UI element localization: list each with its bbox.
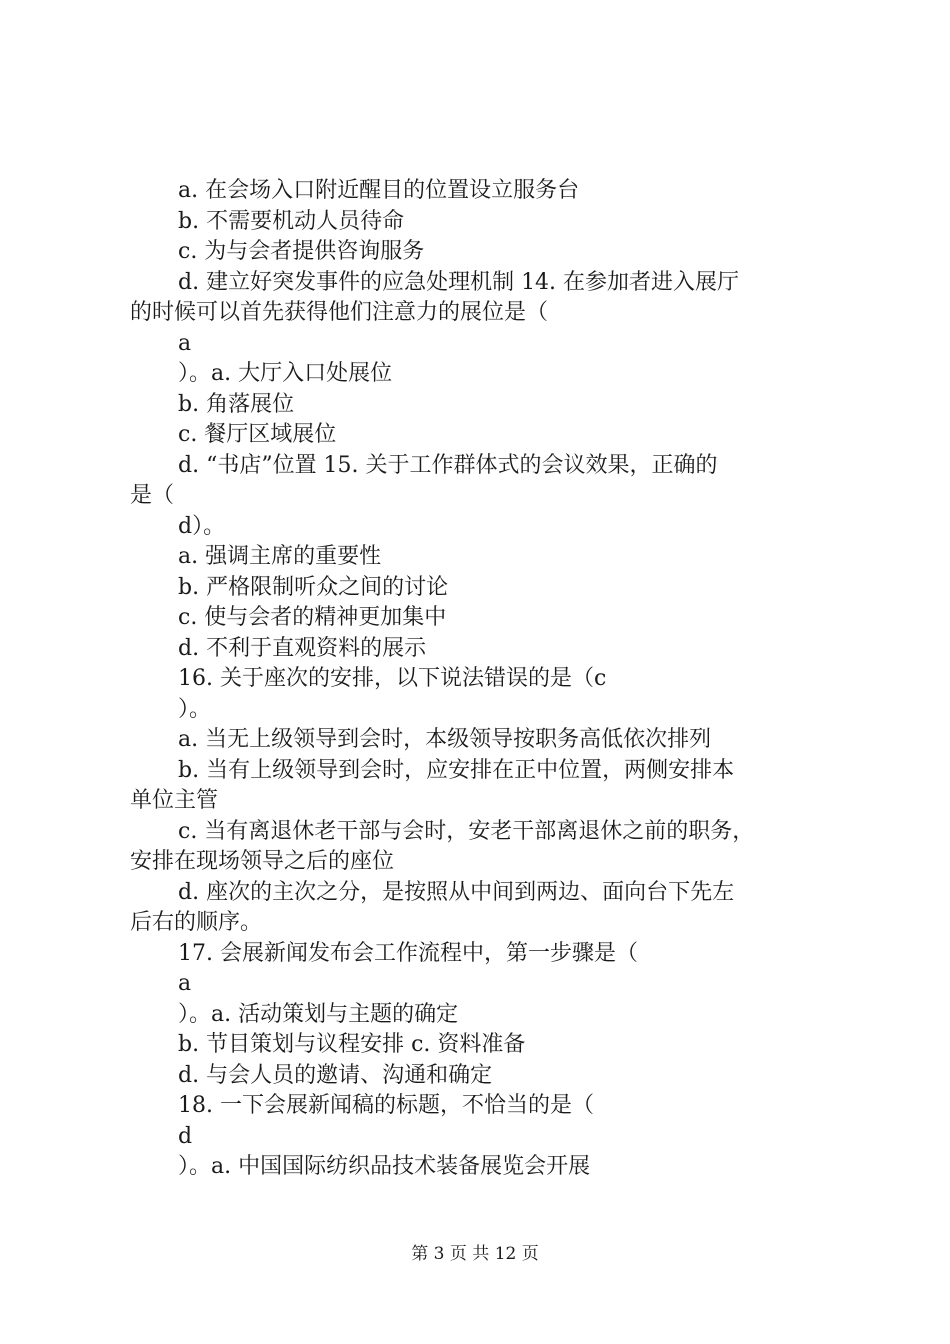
text-line: 是（ [130,483,175,508]
text-line: 后右的顺序。 [130,910,263,935]
text-line: 的时候可以首先获得他们注意力的展位是（ [130,300,549,325]
text-line: 16. 关于座次的安排，以下说法错误的是（c [178,666,607,691]
document-body [130,176,835,1183]
text-line: b. 严格限制听众之间的讨论 [178,574,449,600]
text-line: a. 在会场入口附近醒目的位置设立服务台 [178,178,580,203]
text-line: b. 角落展位 [178,391,295,417]
text-line: d. 与会人员的邀请、沟通和确定 [178,1062,493,1088]
text-line: b. 节目策划与议程安排 c. 资料准备 [178,1032,526,1057]
text-line: d. 建立好突发事件的应急处理机制 14. 在参加者进入展厅 [178,269,740,295]
text-line: c. 为与会者提供咨询服务 [178,239,425,264]
text-line: 18. 一下会展新闻稿的标题，不恰当的是（ [178,1093,594,1118]
text-line: b. 不需要机动人员待命 [178,208,405,234]
text-line: c. 当有离退休老干部与会时，安老干部离退休之前的职务， [178,818,755,844]
text-line: d. 座次的主次之分，是按照从中间到两边、面向台下先左 [178,879,735,905]
text-line: ）。a. 活动策划与主题的确定 [178,1001,459,1027]
text-line: ）。a. 大厅入口处展位 [178,361,393,386]
text-line: ）。a. 中国国际纺织品技术装备展览会开展 [178,1154,591,1179]
text-line: d [178,1123,193,1149]
text-line: d）。 [178,513,226,539]
text-line: a. 当无上级领导到会时，本级领导按职务高低依次排列 [178,727,712,752]
text-line: b. 当有上级领导到会时，应安排在正中位置，两侧安排本 [178,757,735,783]
text-line: 17. 会展新闻发布会工作流程中，第一步骤是（ [178,940,638,966]
text-line: a. 强调主席的重要性 [178,544,382,569]
text-line: d. 不利于直观资料的展示 [178,635,427,661]
text-line: c. 餐厅区域展位 [178,422,337,447]
text-line: a [178,330,192,356]
text-line: c. 使与会者的精神更加集中 [178,605,447,630]
text-line: 安排在现场领导之后的座位 [130,849,395,874]
text-line: d. “书店”位置 15. 关于工作群体式的会议效果，正确的 [178,452,718,478]
text-line: 单位主管 [130,788,219,813]
text-line: a [178,971,192,996]
text-line: ）。 [178,696,212,722]
page-footer: 第 3 页 共 12 页 [411,1244,539,1264]
